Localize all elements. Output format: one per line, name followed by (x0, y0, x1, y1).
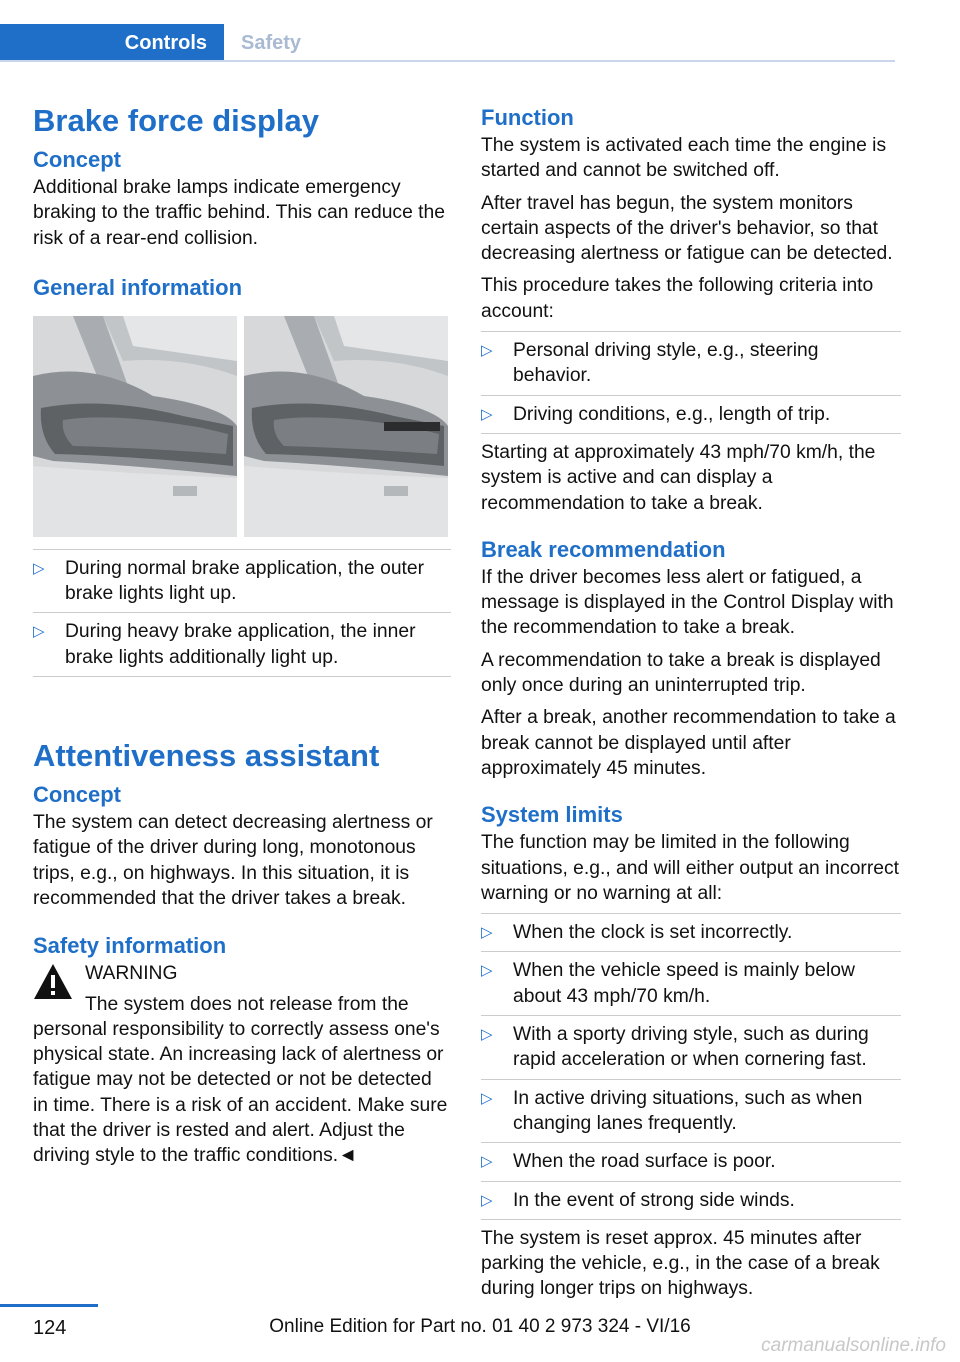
triangle-bullet-icon: ▷ (481, 1026, 493, 1044)
limits-list (481, 913, 901, 1220)
header-bar (0, 0, 895, 62)
function-p2: After travel has begun, the system monitors certain aspects of the driver's behavior, so that decreasing alertness or fatigue can be detected. (481, 192, 893, 265)
triangle-bullet-icon: ▷ (481, 1191, 493, 1209)
concept-text: Additional brake lamps indicate emergency braking to the traffic behind. This can reduce the risk of a rear-end collision. (33, 177, 445, 249)
list-item: ▷ When the road surface is poor. (481, 1143, 901, 1181)
heading-safety-information: Safety information (33, 933, 227, 959)
triangle-bullet-icon: ▷ (481, 405, 493, 423)
warning-block (33, 961, 451, 986)
list-item: ▷ When the clock is set incorrectly. (481, 914, 901, 952)
list-item: ▷ During normal brake application, the outer brake lights light up. (33, 550, 451, 614)
triangle-bullet-icon: ▷ (481, 1153, 493, 1171)
break-p1: If the driver becomes less alert or fatigued, a message is displayed in the Control Display with the recommendation to take a break. (481, 566, 894, 639)
triangle-bullet-icon: ▷ (481, 342, 493, 360)
limits-p1: The function may be limited in the following situations, e.g., and will either output an incorrect warning or no warning at all: (481, 832, 899, 904)
heading-system-limits: System limits (481, 802, 623, 828)
tab-safety[interactable]: Safety (241, 31, 302, 54)
warning-text: The system does not release from the personal responsibility to correctly assess one's physical state. An increasing lack of alertness or fatigue may not be detected or not be detected in time. There is a risk of an accident. Make sure that the driver is rested and alert. Adjust the driving style to the traffic conditions.◄ (33, 993, 448, 1167)
warning-title: WARNING (85, 963, 178, 985)
triangle-bullet-icon: ▷ (481, 1089, 493, 1107)
brake-lights-illustration (33, 316, 448, 537)
break-p2: A recommendation to take a break is displayed only once during an uninterrupted trip. (481, 649, 881, 697)
heading-general-information: General information (33, 274, 243, 300)
list-item: ▷ When the vehicle speed is mainly below about 43 mph/70 km/h. (481, 952, 901, 1016)
tab-controls[interactable]: Controls (0, 24, 224, 62)
list-item: ▷ In the event of strong side winds. (481, 1182, 901, 1220)
heading-function: Function (481, 105, 574, 130)
right-column (481, 96, 901, 1309)
triangle-bullet-icon: ▷ (33, 623, 45, 641)
header-divider (0, 60, 895, 62)
concept2-text: The system can detect decreasing alertness or fatigue of the driver during long, monotonous trips, e.g., on highways. In this situation, it is recommended that the driver takes a break. (33, 812, 433, 909)
list-item: ▷ Personal driving style, e.g., steering behavior. (481, 332, 901, 396)
function-p1: The system is activated each time the engine is started and cannot be switched off. (481, 135, 887, 182)
triangle-bullet-icon: ▷ (481, 962, 493, 980)
warning-triangle-icon (33, 963, 73, 1000)
limits-p2: The system is reset approx. 45 minutes after parking the vehicle, e.g., in the case of a break during longer trips on highways. (481, 1227, 880, 1300)
list-item: ▷ During heavy brake application, the inner brake lights additionally light up. (33, 613, 451, 677)
page-number: 124 (33, 1317, 67, 1339)
left-column (33, 96, 451, 1176)
criteria-list (481, 331, 901, 434)
brake-lights-heavy-image (244, 316, 448, 537)
brake-lights-normal-image (33, 316, 237, 537)
heading-concept-2: Concept (33, 782, 121, 808)
triangle-bullet-icon: ▷ (481, 924, 493, 942)
function-p3: This procedure takes the following criteria into account: (481, 275, 874, 322)
list-item: ▷ Driving conditions, e.g., length of trip. (481, 396, 901, 434)
triangle-bullet-icon: ▷ (33, 559, 45, 577)
heading-break-recommendation: Break recommendation (481, 536, 726, 562)
list-item: ▷ With a sporty driving style, such as during rapid acceleration or when cornering fast. (481, 1016, 901, 1080)
footer-divider (0, 1304, 98, 1307)
heading-attentiveness-assistant: Attentiveness assistant (33, 738, 380, 774)
list-item: ▷ In active driving situations, such as when changing lanes frequently. (481, 1080, 901, 1144)
edition-text: Online Edition for Part no. 01 40 2 973 324 - VI/16 (269, 1316, 691, 1337)
heading-concept: Concept (33, 147, 121, 172)
brake-bullets (33, 549, 451, 677)
watermark: carmanualsonline.info (761, 1335, 946, 1356)
function-p4: Starting at approximately 43 mph/70 km/h, the system is active and can display a recommendation to take a break. (481, 441, 876, 514)
break-p3: After a break, another recommendation to take a break cannot be displayed until after approximately 45 minutes. (481, 707, 896, 779)
heading-brake-force-display: Brake force display (33, 103, 320, 138)
